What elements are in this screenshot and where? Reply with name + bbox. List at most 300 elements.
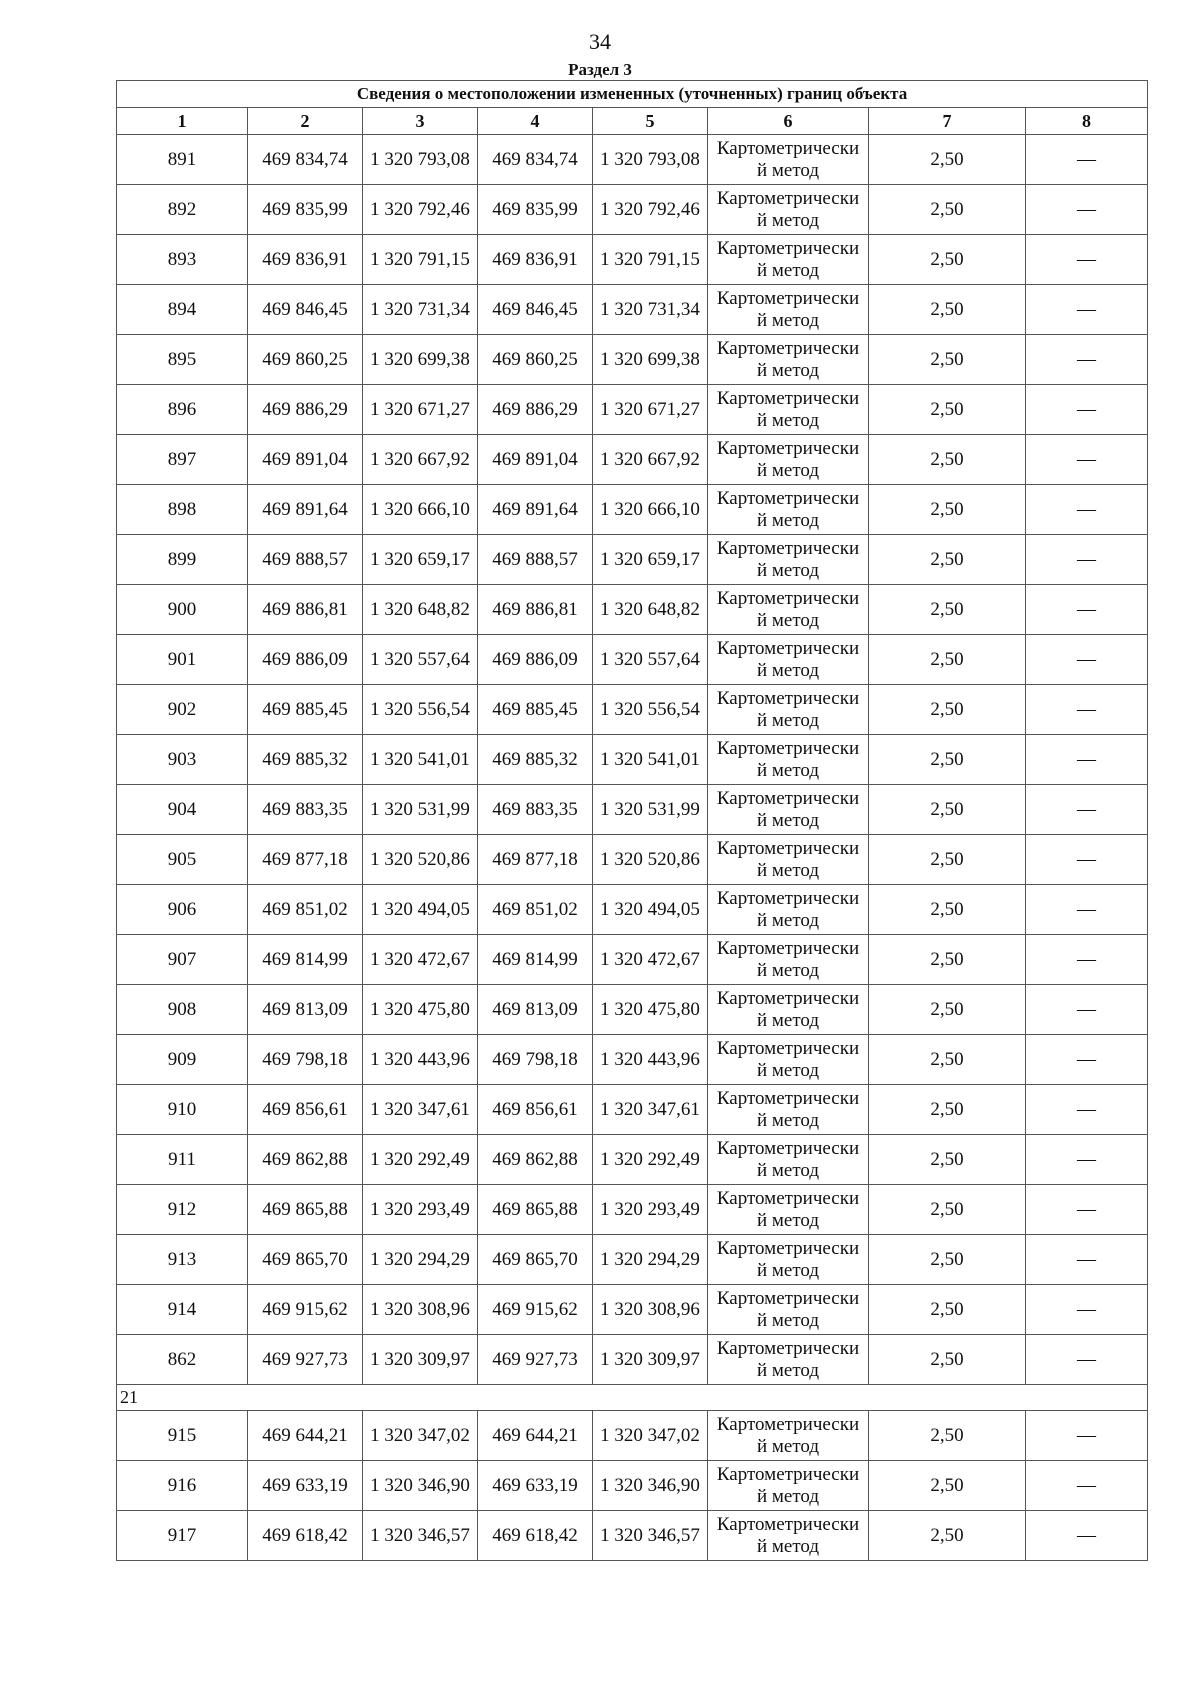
x-refined-cell: 469 888,57 bbox=[478, 535, 593, 585]
table-row bbox=[117, 1035, 1148, 1085]
method-text-line2: й метод bbox=[756, 1435, 820, 1457]
x-refined-cell: 469 856,61 bbox=[478, 1085, 593, 1135]
description-cell: — bbox=[1026, 985, 1148, 1035]
point-number-cell: 910 bbox=[117, 1085, 248, 1135]
table-row bbox=[117, 935, 1148, 985]
method-text-line1: Картометрически bbox=[716, 887, 860, 909]
y-refined-cell: 1 320 699,38 bbox=[593, 335, 708, 385]
precision-cell: 2,50 bbox=[869, 435, 1026, 485]
table-row bbox=[117, 485, 1148, 535]
description-cell: — bbox=[1026, 1411, 1148, 1461]
point-number-cell: 862 bbox=[117, 1335, 248, 1385]
y-existing-cell: 1 320 346,90 bbox=[363, 1461, 478, 1511]
x-refined-cell: 469 846,45 bbox=[478, 285, 593, 335]
y-refined-cell: 1 320 347,61 bbox=[593, 1085, 708, 1135]
method-cell bbox=[708, 885, 869, 935]
y-refined-cell: 1 320 792,46 bbox=[593, 185, 708, 235]
x-refined-cell: 469 835,99 bbox=[478, 185, 593, 235]
x-existing-cell: 469 644,21 bbox=[248, 1411, 363, 1461]
y-existing-cell: 1 320 791,15 bbox=[363, 235, 478, 285]
y-refined-cell: 1 320 659,17 bbox=[593, 535, 708, 585]
method-text-line1: Картометрически bbox=[716, 1087, 860, 1109]
x-existing-cell: 469 886,29 bbox=[248, 385, 363, 435]
method-text-line2: й метод bbox=[756, 859, 820, 881]
table-row bbox=[117, 1085, 1148, 1135]
precision-cell: 2,50 bbox=[869, 235, 1026, 285]
y-refined-cell: 1 320 557,64 bbox=[593, 635, 708, 685]
column-number: 8 bbox=[1026, 108, 1148, 135]
method-cell bbox=[708, 535, 869, 585]
method-cell bbox=[708, 1135, 869, 1185]
method-text-line1: Картометрически bbox=[716, 587, 860, 609]
x-existing-cell: 469 886,09 bbox=[248, 635, 363, 685]
method-cell bbox=[708, 1411, 869, 1461]
y-existing-cell: 1 320 293,49 bbox=[363, 1185, 478, 1235]
table-row bbox=[117, 535, 1148, 585]
precision-cell: 2,50 bbox=[869, 1461, 1026, 1511]
method-text-line2: й метод bbox=[756, 709, 820, 731]
method-text-line2: й метод bbox=[756, 1009, 820, 1031]
table-row bbox=[117, 185, 1148, 235]
table-caption: Сведения о местоположении измененных (уточненных) границ объекта bbox=[117, 81, 1148, 108]
point-number-cell: 906 bbox=[117, 885, 248, 935]
description-cell: — bbox=[1026, 1085, 1148, 1135]
x-refined-cell: 469 885,32 bbox=[478, 735, 593, 785]
method-text-line2: й метод bbox=[756, 359, 820, 381]
table-row bbox=[117, 1335, 1148, 1385]
table-row bbox=[117, 1185, 1148, 1235]
method-text-line1: Картометрически bbox=[716, 237, 860, 259]
method-text-line1: Картометрически bbox=[716, 137, 860, 159]
boundary-coordinates-table bbox=[116, 80, 1148, 1561]
method-text-line2: й метод bbox=[756, 959, 820, 981]
y-existing-cell: 1 320 520,86 bbox=[363, 835, 478, 885]
description-cell: — bbox=[1026, 585, 1148, 635]
method-text-line2: й метод bbox=[756, 209, 820, 231]
precision-cell: 2,50 bbox=[869, 1085, 1026, 1135]
precision-cell: 2,50 bbox=[869, 785, 1026, 835]
y-existing-cell: 1 320 308,96 bbox=[363, 1285, 478, 1335]
description-cell: — bbox=[1026, 1135, 1148, 1185]
point-number-cell: 905 bbox=[117, 835, 248, 885]
point-number-cell: 897 bbox=[117, 435, 248, 485]
table-row bbox=[117, 1411, 1148, 1461]
x-refined-cell: 469 798,18 bbox=[478, 1035, 593, 1085]
y-existing-cell: 1 320 556,54 bbox=[363, 685, 478, 735]
y-refined-cell: 1 320 346,57 bbox=[593, 1511, 708, 1561]
point-number-cell: 894 bbox=[117, 285, 248, 335]
y-existing-cell: 1 320 666,10 bbox=[363, 485, 478, 535]
method-cell bbox=[708, 135, 869, 185]
x-refined-cell: 469 834,74 bbox=[478, 135, 593, 185]
y-refined-cell: 1 320 671,27 bbox=[593, 385, 708, 435]
method-cell bbox=[708, 1185, 869, 1235]
table-row bbox=[117, 1511, 1148, 1561]
y-existing-cell: 1 320 541,01 bbox=[363, 735, 478, 785]
point-number-cell: 893 bbox=[117, 235, 248, 285]
y-refined-cell: 1 320 531,99 bbox=[593, 785, 708, 835]
y-existing-cell: 1 320 648,82 bbox=[363, 585, 478, 635]
method-text-line1: Картометрически bbox=[716, 1413, 860, 1435]
x-existing-cell: 469 883,35 bbox=[248, 785, 363, 835]
x-refined-cell: 469 885,45 bbox=[478, 685, 593, 735]
column-number: 6 bbox=[708, 108, 869, 135]
x-existing-cell: 469 891,64 bbox=[248, 485, 363, 535]
y-existing-cell: 1 320 475,80 bbox=[363, 985, 478, 1035]
precision-cell: 2,50 bbox=[869, 735, 1026, 785]
y-refined-cell: 1 320 346,90 bbox=[593, 1461, 708, 1511]
method-text-line1: Картометрически bbox=[716, 187, 860, 209]
point-number-cell: 892 bbox=[117, 185, 248, 235]
precision-cell: 2,50 bbox=[869, 1411, 1026, 1461]
y-refined-cell: 1 320 443,96 bbox=[593, 1035, 708, 1085]
description-cell: — bbox=[1026, 1235, 1148, 1285]
x-existing-cell: 469 836,91 bbox=[248, 235, 363, 285]
description-cell: — bbox=[1026, 485, 1148, 535]
y-refined-cell: 1 320 475,80 bbox=[593, 985, 708, 1035]
table-row bbox=[117, 635, 1148, 685]
precision-cell: 2,50 bbox=[869, 1235, 1026, 1285]
x-existing-cell: 469 885,32 bbox=[248, 735, 363, 785]
x-refined-cell: 469 851,02 bbox=[478, 885, 593, 935]
method-text-line2: й метод bbox=[756, 759, 820, 781]
precision-cell: 2,50 bbox=[869, 185, 1026, 235]
y-existing-cell: 1 320 659,17 bbox=[363, 535, 478, 585]
column-number-row bbox=[117, 108, 1148, 135]
x-existing-cell: 469 860,25 bbox=[248, 335, 363, 385]
description-cell: — bbox=[1026, 1185, 1148, 1235]
precision-cell: 2,50 bbox=[869, 1185, 1026, 1235]
method-text-line1: Картометрически bbox=[716, 287, 860, 309]
y-existing-cell: 1 320 699,38 bbox=[363, 335, 478, 385]
y-refined-cell: 1 320 793,08 bbox=[593, 135, 708, 185]
description-cell: — bbox=[1026, 1335, 1148, 1385]
precision-cell: 2,50 bbox=[869, 835, 1026, 885]
description-cell: — bbox=[1026, 1285, 1148, 1335]
method-cell bbox=[708, 1335, 869, 1385]
y-existing-cell: 1 320 557,64 bbox=[363, 635, 478, 685]
precision-cell: 2,50 bbox=[869, 1135, 1026, 1185]
description-cell: — bbox=[1026, 635, 1148, 685]
point-number-cell: 909 bbox=[117, 1035, 248, 1085]
method-cell bbox=[708, 185, 869, 235]
y-existing-cell: 1 320 667,92 bbox=[363, 435, 478, 485]
y-refined-cell: 1 320 292,49 bbox=[593, 1135, 708, 1185]
table-row bbox=[117, 835, 1148, 885]
column-number: 2 bbox=[248, 108, 363, 135]
method-cell bbox=[708, 335, 869, 385]
table-row bbox=[117, 335, 1148, 385]
method-cell bbox=[708, 835, 869, 885]
method-text-line2: й метод bbox=[756, 509, 820, 531]
point-number-cell: 896 bbox=[117, 385, 248, 435]
method-text-line1: Картометрически bbox=[716, 1513, 860, 1535]
method-text-line1: Картометрически bbox=[716, 1287, 860, 1309]
x-existing-cell: 469 877,18 bbox=[248, 835, 363, 885]
point-number-cell: 895 bbox=[117, 335, 248, 385]
table-row bbox=[117, 735, 1148, 785]
description-cell: — bbox=[1026, 435, 1148, 485]
method-cell bbox=[708, 1461, 869, 1511]
method-cell bbox=[708, 285, 869, 335]
method-cell bbox=[708, 385, 869, 435]
method-cell bbox=[708, 935, 869, 985]
method-cell bbox=[708, 735, 869, 785]
point-number-cell: 904 bbox=[117, 785, 248, 835]
table-row bbox=[117, 435, 1148, 485]
method-text-line1: Картометрически bbox=[716, 1337, 860, 1359]
method-text-line2: й метод bbox=[756, 659, 820, 681]
y-refined-cell: 1 320 293,49 bbox=[593, 1185, 708, 1235]
point-number-cell: 902 bbox=[117, 685, 248, 735]
table-caption-row bbox=[117, 81, 1148, 108]
column-number: 3 bbox=[363, 108, 478, 135]
method-text-line2: й метод bbox=[756, 909, 820, 931]
method-text-line1: Картометрически bbox=[716, 637, 860, 659]
method-text-line2: й метод bbox=[756, 609, 820, 631]
y-refined-cell: 1 320 347,02 bbox=[593, 1411, 708, 1461]
x-existing-cell: 469 915,62 bbox=[248, 1285, 363, 1335]
description-cell: — bbox=[1026, 1035, 1148, 1085]
precision-cell: 2,50 bbox=[869, 685, 1026, 735]
y-existing-cell: 1 320 346,57 bbox=[363, 1511, 478, 1561]
precision-cell: 2,50 bbox=[869, 985, 1026, 1035]
method-text-line2: й метод bbox=[756, 1535, 820, 1557]
description-cell: — bbox=[1026, 785, 1148, 835]
y-refined-cell: 1 320 520,86 bbox=[593, 835, 708, 885]
method-cell bbox=[708, 635, 869, 685]
point-number-cell: 913 bbox=[117, 1235, 248, 1285]
x-refined-cell: 469 886,29 bbox=[478, 385, 593, 435]
y-refined-cell: 1 320 472,67 bbox=[593, 935, 708, 985]
description-cell: — bbox=[1026, 135, 1148, 185]
table-row bbox=[117, 235, 1148, 285]
x-refined-cell: 469 836,91 bbox=[478, 235, 593, 285]
description-cell: — bbox=[1026, 685, 1148, 735]
description-cell: — bbox=[1026, 935, 1148, 985]
x-refined-cell: 469 865,88 bbox=[478, 1185, 593, 1235]
y-refined-cell: 1 320 494,05 bbox=[593, 885, 708, 935]
description-cell: — bbox=[1026, 835, 1148, 885]
method-text-line1: Картометрически bbox=[716, 487, 860, 509]
description-cell: — bbox=[1026, 285, 1148, 335]
description-cell: — bbox=[1026, 885, 1148, 935]
method-text-line1: Картометрически bbox=[716, 1187, 860, 1209]
point-number-cell: 914 bbox=[117, 1285, 248, 1335]
method-text-line1: Картометрически bbox=[716, 1037, 860, 1059]
point-number-cell: 899 bbox=[117, 535, 248, 585]
point-number-cell: 908 bbox=[117, 985, 248, 1035]
point-number-cell: 917 bbox=[117, 1511, 248, 1561]
x-existing-cell: 469 835,99 bbox=[248, 185, 363, 235]
x-existing-cell: 469 927,73 bbox=[248, 1335, 363, 1385]
x-existing-cell: 469 834,74 bbox=[248, 135, 363, 185]
method-text-line1: Картометрически bbox=[716, 1137, 860, 1159]
table-row bbox=[117, 1461, 1148, 1511]
precision-cell: 2,50 bbox=[869, 535, 1026, 585]
point-number-cell: 901 bbox=[117, 635, 248, 685]
description-cell: — bbox=[1026, 535, 1148, 585]
precision-cell: 2,50 bbox=[869, 485, 1026, 535]
method-text-line2: й метод bbox=[756, 159, 820, 181]
x-existing-cell: 469 891,04 bbox=[248, 435, 363, 485]
point-number-cell: 891 bbox=[117, 135, 248, 185]
x-refined-cell: 469 860,25 bbox=[478, 335, 593, 385]
method-text-line1: Картометрически bbox=[716, 1237, 860, 1259]
x-existing-cell: 469 856,61 bbox=[248, 1085, 363, 1135]
table-row bbox=[117, 785, 1148, 835]
method-cell bbox=[708, 485, 869, 535]
y-refined-cell: 1 320 541,01 bbox=[593, 735, 708, 785]
table-row bbox=[117, 685, 1148, 735]
description-cell: — bbox=[1026, 1461, 1148, 1511]
column-number: 1 bbox=[117, 108, 248, 135]
method-text-line1: Картометрически bbox=[716, 537, 860, 559]
y-refined-cell: 1 320 666,10 bbox=[593, 485, 708, 535]
x-refined-cell: 469 618,42 bbox=[478, 1511, 593, 1561]
x-existing-cell: 469 851,02 bbox=[248, 885, 363, 935]
table-row bbox=[117, 1135, 1148, 1185]
table-row bbox=[117, 135, 1148, 185]
y-existing-cell: 1 320 792,46 bbox=[363, 185, 478, 235]
x-refined-cell: 469 891,04 bbox=[478, 435, 593, 485]
x-refined-cell: 469 915,62 bbox=[478, 1285, 593, 1335]
method-text-line1: Картометрически bbox=[716, 737, 860, 759]
method-text-line2: й метод bbox=[756, 1259, 820, 1281]
method-text-line2: й метод bbox=[756, 559, 820, 581]
description-cell: — bbox=[1026, 235, 1148, 285]
y-existing-cell: 1 320 443,96 bbox=[363, 1035, 478, 1085]
point-number-cell: 898 bbox=[117, 485, 248, 535]
method-text-line2: й метод bbox=[756, 1359, 820, 1381]
point-number-cell: 916 bbox=[117, 1461, 248, 1511]
y-refined-cell: 1 320 294,29 bbox=[593, 1235, 708, 1285]
section-title: Раздел 3 bbox=[568, 60, 632, 79]
x-refined-cell: 469 813,09 bbox=[478, 985, 593, 1035]
x-refined-cell: 469 883,35 bbox=[478, 785, 593, 835]
method-text-line2: й метод bbox=[756, 259, 820, 281]
x-refined-cell: 469 633,19 bbox=[478, 1461, 593, 1511]
column-number: 7 bbox=[869, 108, 1026, 135]
method-text-line2: й метод bbox=[756, 1059, 820, 1081]
x-existing-cell: 469 814,99 bbox=[248, 935, 363, 985]
contour-group-row bbox=[117, 1385, 1148, 1411]
y-refined-cell: 1 320 648,82 bbox=[593, 585, 708, 635]
method-text-line2: й метод bbox=[756, 1209, 820, 1231]
x-refined-cell: 469 891,64 bbox=[478, 485, 593, 535]
method-text-line1: Картометрически bbox=[716, 837, 860, 859]
precision-cell: 2,50 bbox=[869, 1035, 1026, 1085]
y-refined-cell: 1 320 667,92 bbox=[593, 435, 708, 485]
method-text-line2: й метод bbox=[756, 1309, 820, 1331]
x-refined-cell: 469 862,88 bbox=[478, 1135, 593, 1185]
point-number-cell: 911 bbox=[117, 1135, 248, 1185]
x-existing-cell: 469 798,18 bbox=[248, 1035, 363, 1085]
point-number-cell: 900 bbox=[117, 585, 248, 635]
method-cell bbox=[708, 585, 869, 635]
x-existing-cell: 469 885,45 bbox=[248, 685, 363, 735]
y-refined-cell: 1 320 308,96 bbox=[593, 1285, 708, 1335]
y-refined-cell: 1 320 791,15 bbox=[593, 235, 708, 285]
precision-cell: 2,50 bbox=[869, 285, 1026, 335]
description-cell: — bbox=[1026, 335, 1148, 385]
precision-cell: 2,50 bbox=[869, 635, 1026, 685]
method-text-line1: Картометрически bbox=[716, 937, 860, 959]
method-text-line2: й метод bbox=[756, 1485, 820, 1507]
method-cell bbox=[708, 435, 869, 485]
y-existing-cell: 1 320 294,29 bbox=[363, 1235, 478, 1285]
table-row bbox=[117, 385, 1148, 435]
x-existing-cell: 469 813,09 bbox=[248, 985, 363, 1035]
method-cell bbox=[708, 1285, 869, 1335]
method-cell bbox=[708, 985, 869, 1035]
method-cell bbox=[708, 1035, 869, 1085]
table-row bbox=[117, 1285, 1148, 1335]
method-text-line2: й метод bbox=[756, 409, 820, 431]
method-text-line1: Картометрически bbox=[716, 337, 860, 359]
column-number: 5 bbox=[593, 108, 708, 135]
precision-cell: 2,50 bbox=[869, 1335, 1026, 1385]
point-number-cell: 912 bbox=[117, 1185, 248, 1235]
x-existing-cell: 469 886,81 bbox=[248, 585, 363, 635]
y-existing-cell: 1 320 793,08 bbox=[363, 135, 478, 185]
x-refined-cell: 469 886,09 bbox=[478, 635, 593, 685]
y-existing-cell: 1 320 292,49 bbox=[363, 1135, 478, 1185]
method-text-line2: й метод bbox=[756, 309, 820, 331]
x-refined-cell: 469 814,99 bbox=[478, 935, 593, 985]
method-cell bbox=[708, 785, 869, 835]
precision-cell: 2,50 bbox=[869, 885, 1026, 935]
method-text-line1: Картометрически bbox=[716, 387, 860, 409]
description-cell: — bbox=[1026, 385, 1148, 435]
point-number-cell: 907 bbox=[117, 935, 248, 985]
x-refined-cell: 469 886,81 bbox=[478, 585, 593, 635]
x-existing-cell: 469 865,70 bbox=[248, 1235, 363, 1285]
method-text-line1: Картометрически bbox=[716, 787, 860, 809]
point-number-cell: 903 bbox=[117, 735, 248, 785]
y-existing-cell: 1 320 494,05 bbox=[363, 885, 478, 935]
method-text-line2: й метод bbox=[756, 1109, 820, 1131]
page-number: 34 bbox=[589, 29, 611, 54]
y-refined-cell: 1 320 309,97 bbox=[593, 1335, 708, 1385]
precision-cell: 2,50 bbox=[869, 335, 1026, 385]
precision-cell: 2,50 bbox=[869, 585, 1026, 635]
method-cell bbox=[708, 235, 869, 285]
x-existing-cell: 469 888,57 bbox=[248, 535, 363, 585]
precision-cell: 2,50 bbox=[869, 935, 1026, 985]
x-existing-cell: 469 865,88 bbox=[248, 1185, 363, 1235]
y-refined-cell: 1 320 731,34 bbox=[593, 285, 708, 335]
method-text-line1: Картометрически bbox=[716, 1463, 860, 1485]
y-existing-cell: 1 320 347,61 bbox=[363, 1085, 478, 1135]
method-text-line2: й метод bbox=[756, 1159, 820, 1181]
table-row bbox=[117, 1235, 1148, 1285]
method-text-line2: й метод bbox=[756, 809, 820, 831]
y-existing-cell: 1 320 309,97 bbox=[363, 1335, 478, 1385]
method-text-line1: Картометрически bbox=[716, 987, 860, 1009]
x-refined-cell: 469 877,18 bbox=[478, 835, 593, 885]
table-row bbox=[117, 985, 1148, 1035]
precision-cell: 2,50 bbox=[869, 385, 1026, 435]
x-refined-cell: 469 644,21 bbox=[478, 1411, 593, 1461]
method-cell bbox=[708, 685, 869, 735]
contour-number: 21 bbox=[117, 1385, 1148, 1411]
y-existing-cell: 1 320 472,67 bbox=[363, 935, 478, 985]
y-existing-cell: 1 320 731,34 bbox=[363, 285, 478, 335]
x-existing-cell: 469 618,42 bbox=[248, 1511, 363, 1561]
method-cell bbox=[708, 1511, 869, 1561]
y-existing-cell: 1 320 347,02 bbox=[363, 1411, 478, 1461]
